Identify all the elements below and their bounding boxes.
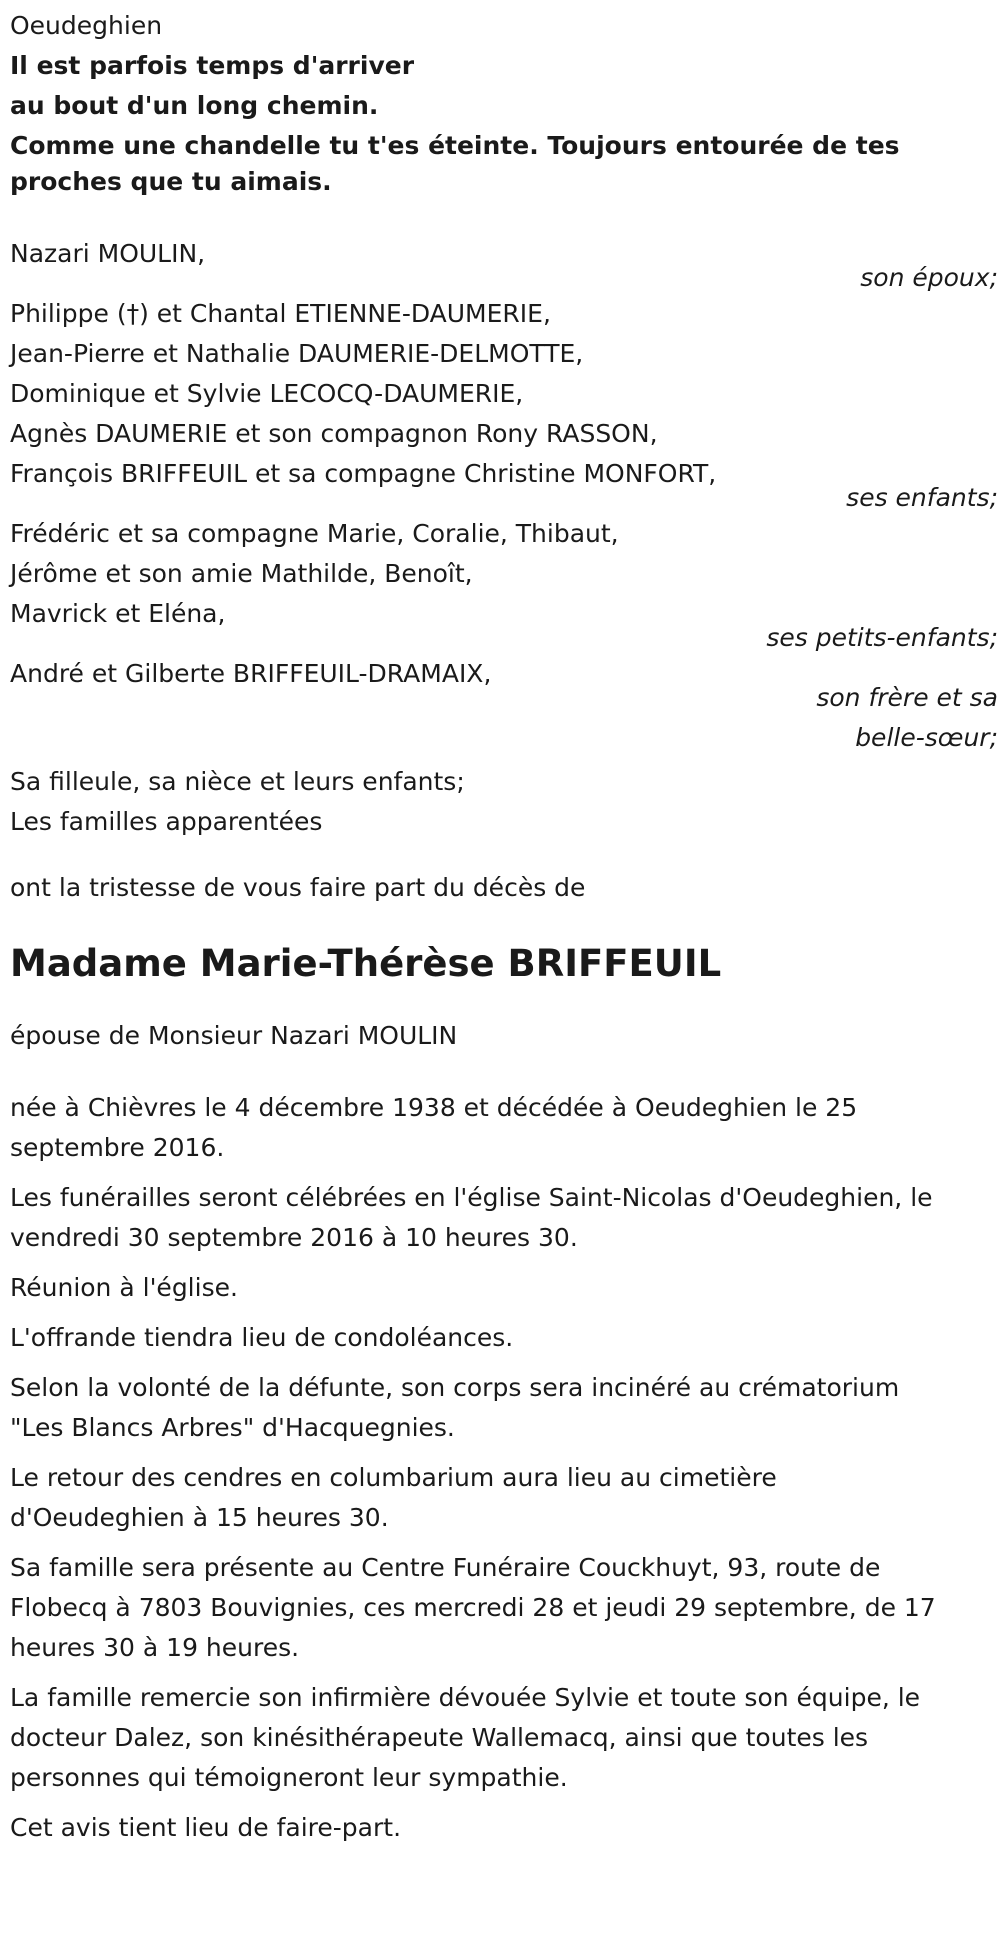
siblings-role-line-1: son frère et sa — [816, 683, 998, 712]
child-name: François BRIFFEUIL et sa compagne Christine MONFORT, — [10, 459, 717, 488]
child-name: Dominique et Sylvie LECOCQ-DAUMERIE, — [10, 379, 524, 408]
detail-line: "Les Blancs Arbres" d'Hacquegnies. — [10, 1413, 455, 1442]
detail-line: personnes qui témoigneront leur sympathie. — [10, 1763, 568, 1792]
child-name: Jean-Pierre et Nathalie DAUMERIE-DELMOTTE, — [10, 339, 584, 368]
detail-line: docteur Dalez, son kinésithérapeute Wallemacq, ainsi que toutes les — [10, 1723, 869, 1752]
detail-paragraph — [10, 1458, 998, 1538]
death-notice — [10, 6, 998, 1848]
grandchildren-role: ses petits-enfants; — [766, 623, 998, 652]
grandchild-name: Frédéric et sa compagne Marie, Coralie, Thibaut, — [10, 519, 619, 548]
announcement: ont la tristesse de vous faire part du décès de — [10, 873, 586, 902]
family-grandchildren — [10, 514, 998, 658]
detail-paragraph — [10, 1268, 998, 1308]
detail-line: Le retour des cendres en columbarium aura lieu au cimetière — [10, 1463, 777, 1492]
spouse-name: Nazari MOULIN, — [10, 239, 206, 268]
children-role: ses enfants; — [846, 483, 998, 512]
poem-line-1: Il est parfois temps d'arriver — [10, 51, 415, 80]
detail-paragraph — [10, 1678, 998, 1798]
family-siblings — [10, 654, 998, 758]
detail-line: septembre 2016. — [10, 1133, 225, 1162]
detail-line: Cet avis tient lieu de faire-part. — [10, 1813, 402, 1842]
poem-line-2: au bout d'un long chemin. — [10, 91, 379, 120]
deceased-name: Madame Marie-Thérèse BRIFFEUIL — [10, 942, 722, 985]
detail-line: Les funérailles seront célébrées en l'église Saint-Nicolas d'Oeudeghien, le — [10, 1183, 933, 1212]
detail-line: Selon la volonté de la défunte, son corps sera incinéré au crématorium — [10, 1373, 900, 1402]
family-others — [10, 762, 998, 842]
grandchild-name: Mavrick et Eléna, — [10, 599, 226, 628]
detail-line: La famille remercie son infirmière dévouée Sylvie et toute son équipe, le — [10, 1683, 921, 1712]
details — [10, 1088, 998, 1848]
detail-line: Sa famille sera présente au Centre Funéraire Couckhuyt, 93, route de — [10, 1553, 881, 1582]
family-spouse — [10, 234, 998, 298]
detail-line: heures 30 à 19 heures. — [10, 1633, 300, 1662]
detail-line: née à Chièvres le 4 décembre 1938 et décédée à Oeudeghien le 25 — [10, 1093, 858, 1122]
child-name: Agnès DAUMERIE et son compagnon Rony RASSON, — [10, 419, 658, 448]
detail-line: L'offrande tiendra lieu de condoléances. — [10, 1323, 514, 1352]
place-name: Oeudeghien — [10, 11, 163, 40]
family-children — [10, 294, 998, 518]
poem-line-3: Comme une chandelle tu t'es éteinte. Toujours entourée de tes — [10, 131, 900, 160]
sibling-name: André et Gilberte BRIFFEUIL-DRAMAIX, — [10, 659, 492, 688]
detail-paragraph — [10, 1368, 998, 1448]
poem-line-4: proches que tu aimais. — [10, 167, 332, 196]
detail-line: vendredi 30 septembre 2016 à 10 heures 30. — [10, 1223, 578, 1252]
grandchild-name: Jérôme et son amie Mathilde, Benoît, — [10, 559, 473, 588]
spouse-role: son époux; — [860, 263, 998, 292]
deceased-spouse-line: épouse de Monsieur Nazari MOULIN — [10, 1021, 458, 1050]
detail-line: Réunion à l'église. — [10, 1273, 238, 1302]
others-line: Les familles apparentées — [10, 807, 323, 836]
detail-paragraph — [10, 1088, 998, 1168]
detail-paragraph — [10, 1318, 998, 1358]
detail-line: Flobecq à 7803 Bouvignies, ces mercredi 28 et jeudi 29 septembre, de 17 — [10, 1593, 936, 1622]
others-line: Sa filleule, sa nièce et leurs enfants; — [10, 767, 465, 796]
detail-paragraph — [10, 1808, 998, 1848]
detail-paragraph — [10, 1178, 998, 1258]
detail-line: d'Oeudeghien à 15 heures 30. — [10, 1503, 389, 1532]
detail-paragraph — [10, 1548, 998, 1668]
child-name: Philippe (†) et Chantal ETIENNE-DAUMERIE, — [10, 299, 551, 328]
siblings-role-line-2: belle-sœur; — [855, 723, 998, 752]
